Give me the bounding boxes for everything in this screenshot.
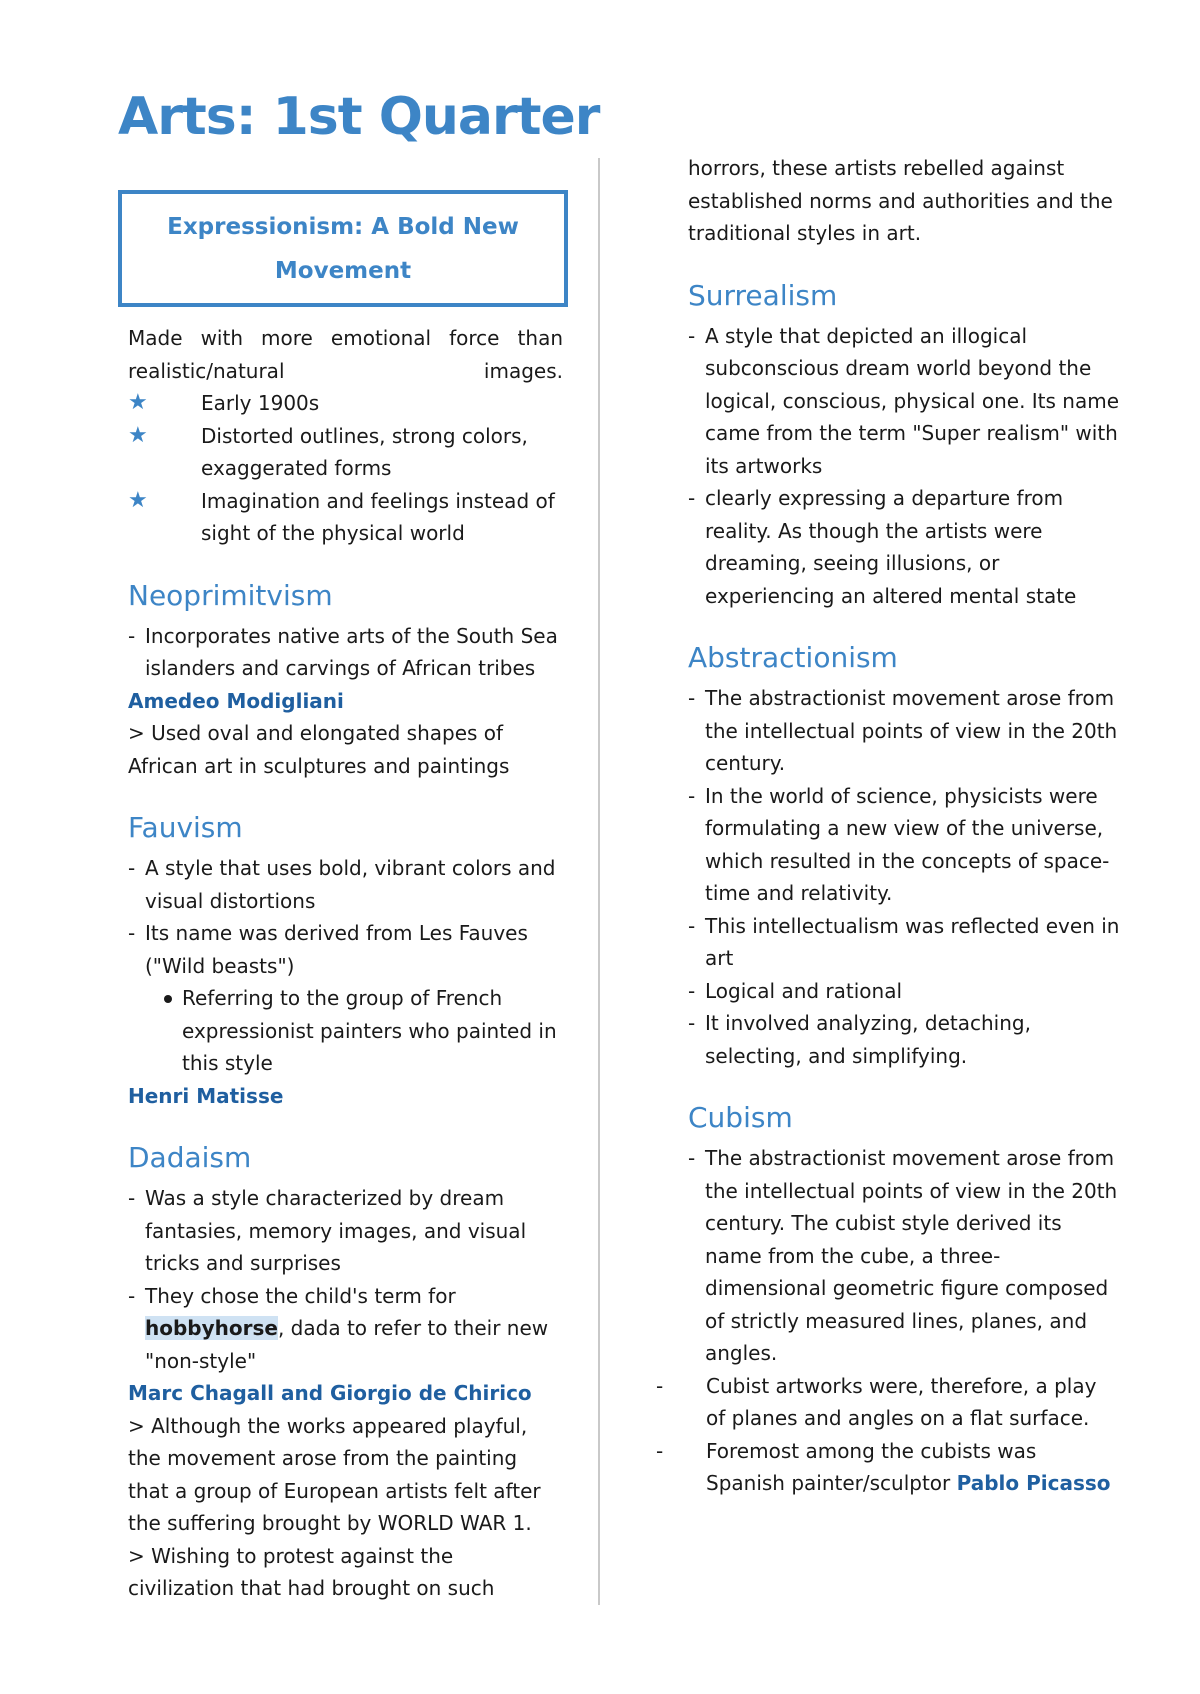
column-divider xyxy=(598,158,600,1605)
neoprimitivism-note: > Used oval and elongated shapes of African art in sculptures and paintings xyxy=(128,721,510,778)
expressionism-bullets xyxy=(128,387,563,550)
highlighted-term: hobbyhorse xyxy=(145,1316,278,1340)
left-column xyxy=(128,322,563,1605)
fauvism-points xyxy=(128,852,563,982)
list-item: - This intellectualism was reflected even in art xyxy=(688,910,1120,975)
bullet-icon xyxy=(164,995,172,1003)
artist-name: Marc Chagall and Giorgio de Chirico xyxy=(128,1381,532,1405)
star-icon: ★ xyxy=(128,487,148,513)
list-item: - Was a style characterized by dream fantasies, memory images, and visual tricks and surprises xyxy=(128,1182,563,1280)
list-item: - A style that depicted an illogical subconscious dream world beyond the logical, conscious, physical one. Its name came from the term "Super realism" with its artworks xyxy=(688,320,1120,483)
neoprimitivism-points xyxy=(128,620,563,685)
heading-neoprimitivism: Neoprimitvism xyxy=(128,578,333,612)
section-box-title: Expressionism: A Bold New Movement xyxy=(167,213,519,284)
dadaism-note-1: > Although the works appeared playful, the movement arose from the painting that a group of European artists felt after the suffering brought by WORLD WAR 1. xyxy=(128,1413,541,1535)
right-column xyxy=(688,152,1120,1500)
list-item: - They chose the child's term for hobbyhorse, dada to refer to their new "non-style" xyxy=(128,1280,563,1378)
artist-name: Henri Matisse xyxy=(128,1083,284,1108)
cubism-points xyxy=(688,1142,1120,1370)
star-icon: ★ xyxy=(128,390,148,415)
list-item: - A style that uses bold, vibrant colors and visual distortions xyxy=(128,852,563,917)
list-item: ★ Imagination and feelings instead of sight of the physical world xyxy=(128,485,563,550)
list-item: Referring to the group of French expressionist painters who painted in this style xyxy=(164,982,563,1080)
list-item: - Incorporates native arts of the South Sea islanders and carvings of African tribes xyxy=(128,620,563,685)
list-item: - The abstractionist movement arose from the intellectual points of view in the 20th century. The cubist style derived its name from the cube, a three-dimensional geometric figure composed of strictly measured lines, planes, and angles. xyxy=(688,1142,1120,1370)
list-item: ★ Early 1900s xyxy=(128,387,563,420)
list-item: ★ Distorted outlines, strong colors, exaggerated forms xyxy=(128,420,563,485)
abstractionism-points xyxy=(688,682,1120,1072)
list-item: - In the world of science, physicists were formulating a new view of the universe, which resulted in the concepts of space-time and relativity. xyxy=(688,780,1120,910)
dadaism-points xyxy=(128,1182,563,1377)
artist-name: Pablo Picasso xyxy=(956,1471,1111,1495)
artist-name: Amedeo Modigliani xyxy=(128,688,344,713)
list-item: - Logical and rational xyxy=(688,975,1120,1008)
heading-surrealism: Surrealism xyxy=(688,278,838,312)
list-item: - The abstractionist movement arose from the intellectual points of view in the 20th century. xyxy=(688,682,1120,780)
dadaism-note-2: > Wishing to protest against the civilization that had brought on such xyxy=(128,1543,495,1600)
heading-abstractionism: Abstractionism xyxy=(688,641,898,674)
heading-fauvism: Fauvism xyxy=(128,811,243,844)
dadaism-note-continued: horrors, these artists rebelled against established norms and authorities and the traditional styles in art. xyxy=(688,156,1113,245)
list-item: - Cubist artworks were, therefore, a play of planes and angles on a flat surface. xyxy=(671,1370,1120,1435)
cubism-points-more xyxy=(671,1370,1120,1500)
surrealism-points xyxy=(688,320,1120,613)
star-icon: ★ xyxy=(128,422,148,448)
expressionism-intro: Made with more emotional force than realistic/natural images. xyxy=(128,326,563,383)
section-title-box xyxy=(118,190,568,307)
list-item: - Foremost among the cubists was Spanish painter/sculptor Pablo Picasso xyxy=(671,1435,1120,1500)
list-item: - It involved analyzing, detaching, selecting, and simplifying. xyxy=(688,1007,1120,1072)
list-item: - Its name was derived from Les Fauves ("Wild beasts") xyxy=(128,917,563,982)
fauvism-subpoints xyxy=(128,982,563,1080)
heading-cubism: Cubism xyxy=(688,1101,793,1134)
list-item: - clearly expressing a departure from reality. As though the artists were dreaming, seeing illusions, or experiencing an altered mental state xyxy=(688,482,1120,612)
heading-dadaism: Dadaism xyxy=(128,1141,252,1174)
page-title: Arts: 1st Quarter xyxy=(118,87,600,147)
